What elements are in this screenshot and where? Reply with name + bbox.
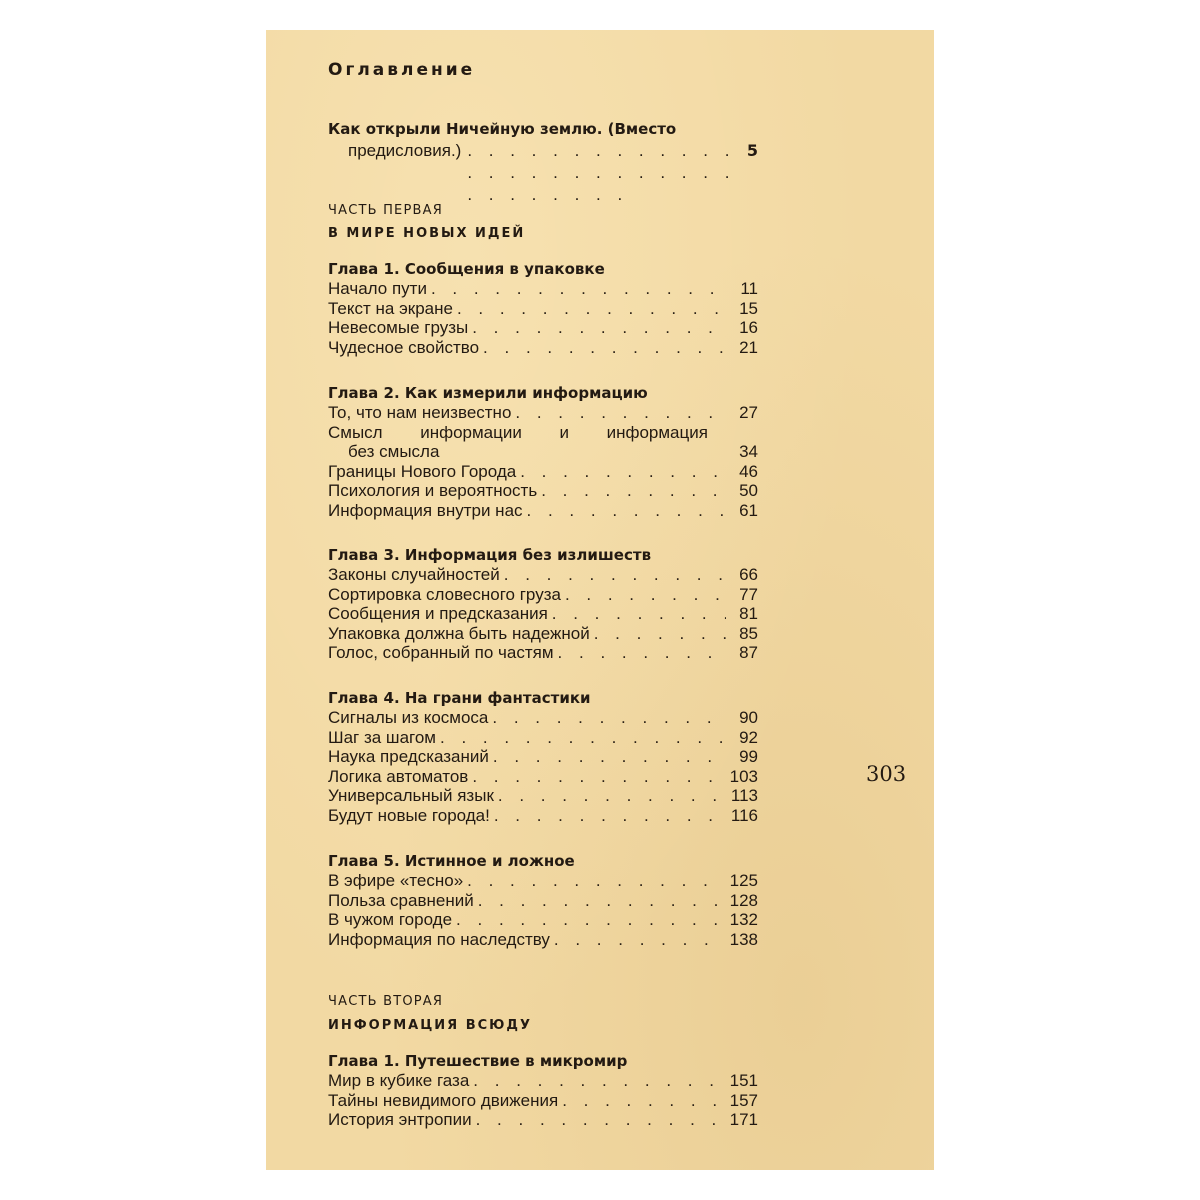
entry-word: информации [420, 422, 522, 442]
toc-entry [328, 501, 758, 521]
entry-title: То, что нам неизвестно [328, 403, 512, 422]
toc-entry [328, 891, 758, 911]
toc-entry [328, 624, 758, 644]
entry-title: Невесомые грузы [328, 318, 469, 338]
entry-title: Информация по наследству [328, 929, 550, 949]
entry-title: Наука предсказаний [328, 747, 489, 767]
entry-word: Смысл [328, 422, 383, 442]
toc-entry [328, 1091, 758, 1111]
book-page [266, 30, 934, 1170]
toc-entry [328, 806, 758, 826]
entry-word: и [559, 422, 569, 442]
entry-title: Тайны невидимого движения [328, 1090, 559, 1110]
part1-label: ЧАСТЬ ПЕРВАЯ [328, 203, 443, 218]
entry-title: Сортировка словесного груза [328, 584, 561, 604]
dot-leader [494, 806, 726, 826]
dot-leader [431, 279, 726, 299]
part1-chapter2 [328, 383, 758, 521]
intro-title-line2-text: предисловия.) [348, 141, 462, 160]
dot-leader [594, 624, 726, 644]
entry-word: информация [606, 422, 708, 442]
entry-page: 116 [730, 805, 758, 825]
toc-entry [328, 1071, 758, 1091]
entry-title: Границы Нового Города [328, 461, 517, 481]
entry-page: 46 [739, 461, 758, 481]
entry-title: Текст на экране [328, 298, 453, 318]
toc-entry [328, 279, 758, 299]
entry-page: 21 [739, 337, 758, 357]
entry-title: Будут новые города! [328, 805, 490, 825]
entry-page: 27 [739, 403, 758, 422]
toc-entry [328, 910, 758, 930]
dot-leader [520, 462, 726, 482]
entry-page: 15 [739, 298, 758, 318]
entry-page: 128 [729, 890, 758, 910]
toc-entry [328, 462, 758, 482]
dot-leader [476, 1110, 726, 1130]
intro-title-line2 [328, 140, 758, 162]
toc-entry [328, 403, 758, 423]
toc-entry [328, 643, 758, 663]
part2-title: ИНФОРМАЦИЯ ВСЮДУ [328, 1018, 533, 1033]
entry-title-continued: без смысла [348, 442, 440, 462]
entry-page: 34 [739, 442, 758, 462]
part2-label: ЧАСТЬ ВТОРАЯ [328, 994, 444, 1009]
dot-leader [478, 891, 726, 911]
dot-leader [527, 501, 726, 521]
toc-entry [328, 299, 758, 319]
entry-page: 77 [739, 584, 758, 604]
entry-title: В эфире «тесно» [328, 871, 464, 890]
chapter-title: Глава 3. Информация без излишеств [328, 546, 652, 564]
dot-leader [565, 585, 726, 605]
toc-entry [328, 708, 758, 728]
dot-leader [554, 930, 726, 950]
chapter-title: Глава 4. На грани фантастики [328, 689, 591, 707]
entry-title: Универсальный язык [328, 786, 494, 806]
dot-leader [472, 318, 726, 338]
chapter-title: Глава 5. Истинное и ложное [328, 852, 575, 870]
entry-page: 92 [739, 727, 758, 747]
toc-entry [328, 767, 758, 787]
entry-page: 11 [740, 279, 758, 298]
dot-leader [562, 1091, 725, 1111]
entry-title: Начало пути [328, 279, 427, 298]
dot-leader [492, 708, 726, 728]
part1-title: В МИРЕ НОВЫХ ИДЕЙ [328, 226, 526, 241]
entry-page: 157 [729, 1090, 758, 1110]
chapter-title: Глава 2. Как измерили информацию [328, 384, 648, 402]
dot-leader [473, 1071, 725, 1091]
entry-page: 125 [729, 871, 758, 890]
entry-page: 16 [739, 318, 758, 338]
entry-title: Сигналы из космоса [328, 708, 489, 727]
entry-title: Законы случайностей [328, 565, 500, 584]
dot-leader [483, 338, 726, 358]
dot-leader [493, 747, 726, 767]
toc-entry-wrapped-line1 [328, 423, 758, 443]
toc-entry [328, 318, 758, 338]
chapter-title: Глава 1. Сообщения в упаковке [328, 260, 605, 278]
entry-title: Чудесное свойство [328, 337, 480, 357]
entry-page: 99 [739, 747, 758, 767]
dot-leader [467, 140, 741, 206]
entry-title: Сообщения и предсказания [328, 604, 548, 624]
entry-page: 132 [729, 910, 758, 930]
dot-leader [472, 767, 725, 787]
toc-entry [328, 871, 758, 891]
dot-leader [558, 643, 726, 663]
toc-entry [328, 338, 758, 358]
entry-title: История энтропии [328, 1110, 472, 1130]
entry-page: 138 [729, 929, 758, 949]
toc-entry [328, 585, 758, 605]
dot-leader [552, 604, 726, 624]
entry-page: 61 [739, 500, 758, 520]
dot-leader [456, 910, 726, 930]
entry-title: Психология и вероятность [328, 481, 538, 501]
dot-leader [467, 871, 725, 891]
entry-title: Мир в кубике газа [328, 1071, 470, 1090]
entry-page: 66 [739, 565, 758, 584]
toc-entry [328, 728, 758, 748]
intro-entry [328, 118, 758, 162]
entry-title: Логика автоматов [328, 766, 469, 786]
toc-entry [328, 565, 758, 585]
toc-entry [328, 481, 758, 501]
chapter-title: Глава 1. Путешествие в микромир [328, 1052, 628, 1070]
entry-page: 81 [739, 604, 758, 624]
entry-title: Польза сравнений [328, 890, 474, 910]
page-heading: Оглавление [328, 60, 476, 80]
toc-entry-wrapped-line2 [328, 442, 758, 462]
part1-chapter4 [328, 688, 758, 826]
dot-leader [504, 565, 726, 585]
dot-leader [541, 481, 726, 501]
dot-leader [440, 728, 726, 748]
entry-page: 113 [730, 786, 758, 806]
part2-chapter1 [328, 1051, 758, 1130]
intro-title-line1: Как открыли Ничейную землю. (Вместо [328, 120, 677, 138]
entry-page: 90 [739, 708, 758, 727]
entry-title: Информация внутри нас [328, 500, 523, 520]
toc-entry [328, 747, 758, 767]
part1-chapter1 [328, 259, 758, 357]
entry-title: В чужом городе [328, 910, 453, 930]
toc-entry [328, 786, 758, 806]
entry-page: 87 [739, 643, 758, 663]
dot-leader [457, 299, 726, 319]
toc-entry [328, 930, 758, 950]
toc-entry [328, 1110, 758, 1130]
dot-leader [515, 403, 726, 423]
entry-page: 103 [729, 766, 758, 786]
part1-chapter5 [328, 851, 758, 949]
entry-title: Упаковка должна быть надежной [328, 623, 590, 643]
page-number: 303 [866, 762, 907, 786]
entry-title: Голос, собранный по частям [328, 643, 554, 663]
toc-entry [328, 604, 758, 624]
part1-chapter3 [328, 545, 758, 663]
entry-page: 50 [739, 481, 758, 501]
dot-leader [498, 786, 726, 806]
entry-page: 171 [729, 1110, 758, 1130]
entry-page: 151 [729, 1071, 758, 1090]
entry-page: 85 [739, 623, 758, 643]
intro-page-number: 5 [746, 141, 758, 160]
entry-title: Шаг за шагом [328, 727, 436, 747]
